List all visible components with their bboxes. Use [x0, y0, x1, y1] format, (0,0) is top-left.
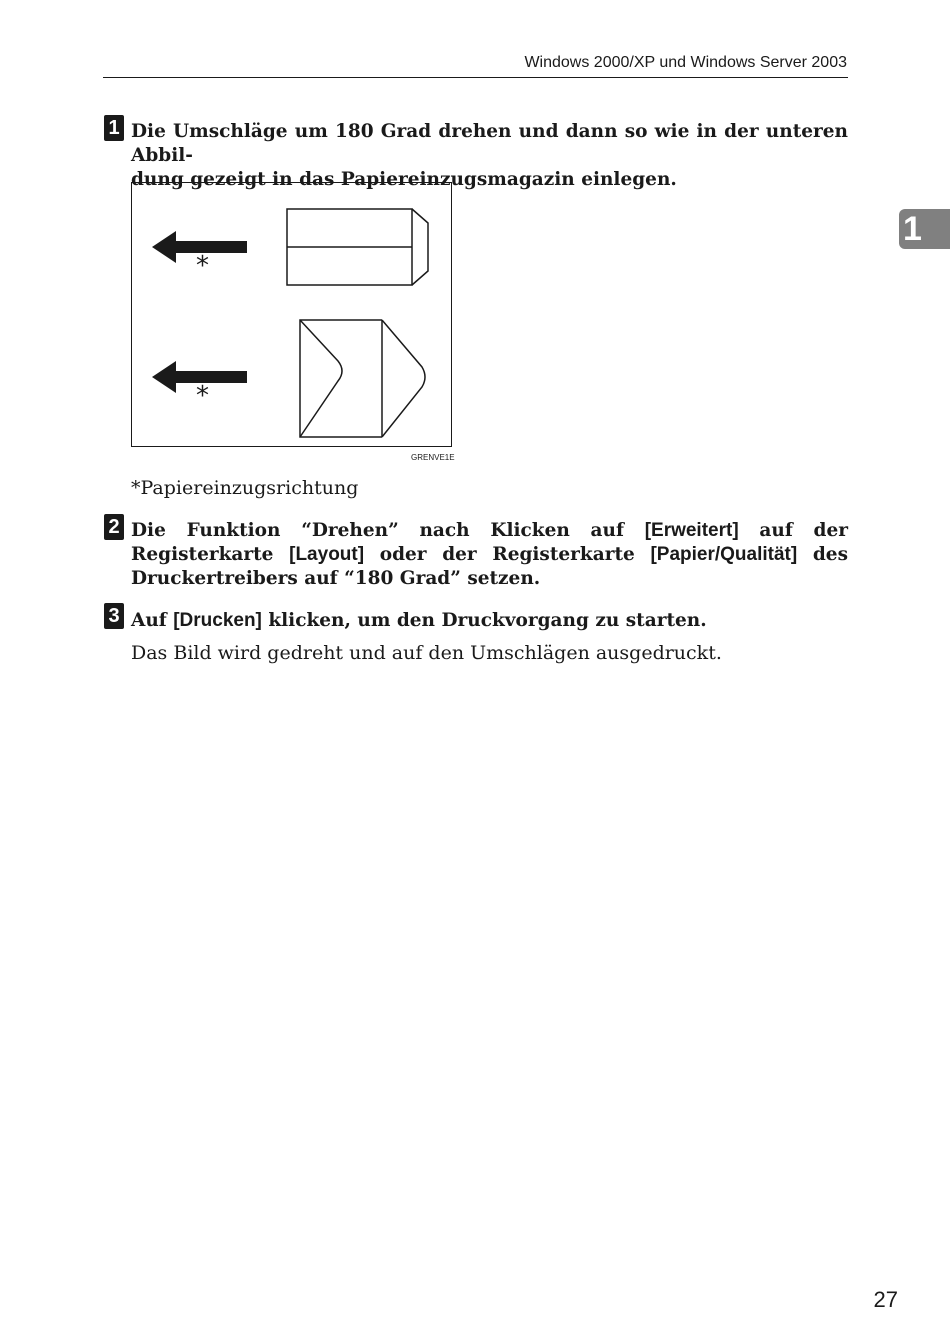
step-3-text-2: klicken, um den Druckvorgang zu starten.	[261, 610, 707, 631]
papier-qualitaet-label: [Papier/Qualität]	[650, 544, 798, 565]
chapter-tab: 1	[899, 209, 950, 249]
step-2-text-1: Die Funktion “Drehen” nach Klicken auf	[131, 520, 645, 541]
envelope-long-icon	[287, 209, 428, 285]
step-2-text-4: des Druckertreibers auf “180 Grad” setzen.	[131, 544, 848, 589]
step-1-badge: 1	[104, 115, 124, 141]
envelope-figure	[131, 182, 452, 447]
envelope-square-icon	[300, 320, 425, 437]
page-number: 27	[873, 1287, 898, 1312]
step-3-badge: 3	[104, 603, 124, 629]
running-header: Windows 2000/XP und Windows Server 2003	[524, 54, 847, 71]
layout-label: [Layout]	[289, 544, 365, 565]
feed-marker-top: *	[196, 251, 209, 281]
step-2-text-3: oder der Registerkarte	[364, 544, 651, 565]
step-3-result: Das Bild wird gedreht und auf den Umschlägen ausgedruckt.	[131, 642, 722, 664]
step-2-badge: 2	[104, 514, 124, 540]
envelope-illustration	[132, 183, 453, 448]
step-1-line-2: dung gezeigt in das Papiereinzugsmagazin einlegen.	[131, 169, 677, 190]
header-rule	[103, 77, 848, 78]
step-2-text-2: auf der Registerkarte	[131, 520, 848, 565]
figure-footnote: *Papiereinzugsrichtung	[131, 477, 359, 499]
step-2-text	[131, 519, 848, 591]
figure-code: GRENVE1E	[411, 453, 455, 462]
drucken-label: [Drucken]	[173, 610, 262, 631]
step-3-text-1: Auf	[131, 610, 174, 631]
feed-marker-bottom: *	[196, 381, 209, 411]
erweitert-label: [Erweitert]	[644, 520, 739, 541]
step-1-line-1: Die Umschläge um 180 Grad drehen und dann so wie in der unteren Abbil-	[131, 121, 848, 166]
step-3-text	[131, 609, 848, 633]
